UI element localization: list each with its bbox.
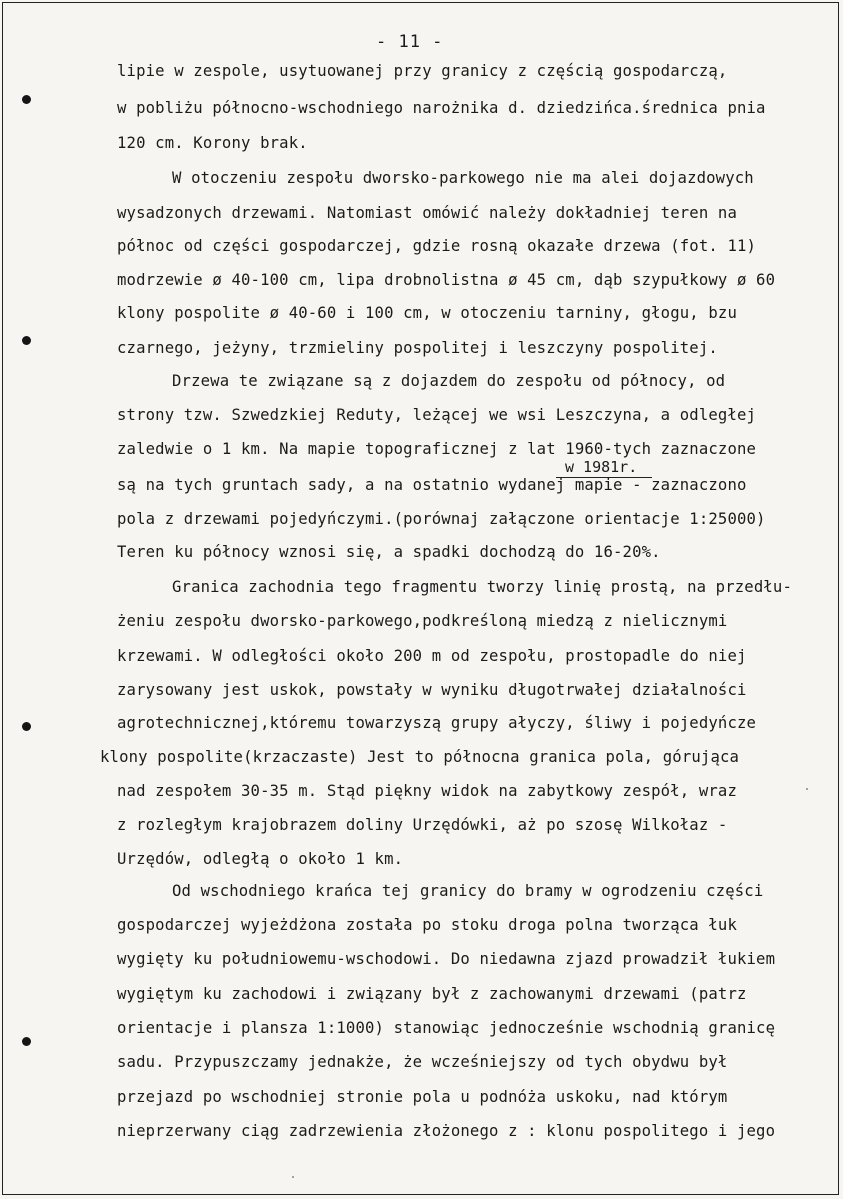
text-line: żeniu zespołu dworsko-parkowego,podkreśloną miedzą z nielicznymi: [117, 612, 728, 630]
text-line: orientacje i plansza 1:1000) stanowiąc jednocześnie wschodnią granicę: [117, 1019, 776, 1037]
scan-speck: [292, 1176, 294, 1178]
punch-hole: [22, 336, 31, 345]
text-line: Od wschodniego krańca tej granicy do bramy w ogrodzeniu części: [172, 882, 764, 900]
text-line: W otoczeniu zespołu dworsko-parkowego nie ma alei dojazdowych: [172, 169, 754, 187]
text-line: strony tzw. Szwedzkiej Reduty, leżącej we wsi Leszczyna, a odległej: [117, 406, 757, 424]
punch-hole: [22, 1037, 31, 1046]
punch-hole: [22, 95, 31, 104]
text-line: zarysowany jest uskok, powstały w wyniku długotrwałej działalności: [117, 681, 747, 699]
text-line: lipie w zespole, usytuowanej przy granicy z częścią gospodarczą,: [117, 62, 728, 80]
text-line: klony pospolite(krzaczaste) Jest to północna granica pola, górująca: [100, 748, 740, 766]
punch-hole: [22, 722, 31, 731]
text-line: wysadzonych drzewami. Natomiast omówić należy dokładniej teren na: [117, 204, 737, 222]
text-line: sadu. Przypuszczamy jednakże, że wcześniejszy od tych obydwu był: [117, 1053, 728, 1071]
text-line: gospodarczej wyjeżdżona została po stoku droga polna tworząca łuk: [117, 916, 737, 934]
text-line: agrotechnicznej,któremu towarzyszą grupy ałyczy, śliwy i pojedyńcze: [117, 714, 757, 732]
text-line: Teren ku północy wznosi się, a spadki dochodzą do 16-20%.: [117, 543, 661, 561]
text-line: czarnego, jeżyny, trzmieliny pospolitej i leszczyny pospolitej.: [117, 339, 718, 357]
scan-speck: [806, 788, 808, 790]
text-line: Urzędów, odległą o około 1 km.: [117, 850, 404, 868]
text-line: nad zespołem 30-35 m. Stąd piękny widok na zabytkowy zespół, wraz: [117, 782, 737, 800]
text-line: modrzewie ø 40-100 cm, lipa drobnolistna ø 45 cm, dąb szypułkowy ø 60: [117, 271, 776, 289]
page-number: - 11 -: [376, 32, 444, 52]
text-line: w pobliżu północno-wschodniego narożnika d. dziedzińca.średnica pnia: [117, 99, 766, 117]
text-line: Granica zachodnia tego fragmentu tworzy linię prostą, na przedłu-: [172, 578, 792, 596]
text-line: Drzewa te związane są z dojazdem do zespołu od północy, od: [172, 372, 726, 390]
handwritten-insertion: w 1981r.: [565, 458, 638, 476]
text-line: wygiętym ku zachodowi i związany był z zachowanymi drzewami (patrz: [117, 985, 747, 1003]
text-line: zaledwie o 1 km. Na mapie topograficznej z lat 1960-tych zaznaczone: [117, 440, 757, 458]
text-line: 120 cm. Korony brak.: [117, 134, 308, 152]
text-line: wygięty ku południowemu-wschodowi. Do niedawna zjazd prowadził łukiem: [117, 950, 776, 968]
text-line: przejazd po wschodniej stronie pola u podnóża uskoku, nad którym: [117, 1088, 728, 1106]
text-line: krzewami. W odległości około 200 m od zespołu, prostopadle do niej: [117, 647, 747, 665]
text-line: północ od części gospodarczej, gdzie rosną okazałe drzewa (fot. 11): [117, 237, 757, 255]
text-line: z rozległym krajobrazem doliny Urzędówki, aż po szosę Wilkołaz -: [117, 816, 728, 834]
text-line: pola z drzewami pojedyńczymi.(porównaj załączone orientacje 1:25000): [117, 510, 766, 528]
text-line: klony pospolite ø 40-60 i 100 cm, w otoczeniu tarniny, głogu, bzu: [117, 304, 737, 322]
text-line: nieprzerwany ciąg zadrzewienia złożonego z : klonu pospolitego i jego: [117, 1122, 776, 1140]
text-line: są na tych gruntach sady, a na ostatnio wydanej mapie - zaznaczono: [117, 476, 747, 494]
